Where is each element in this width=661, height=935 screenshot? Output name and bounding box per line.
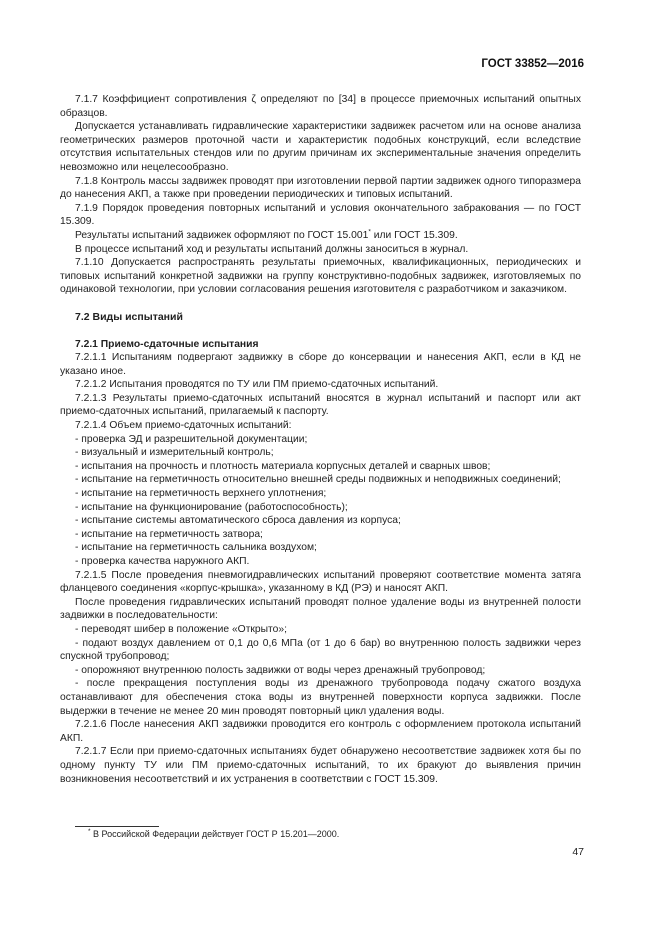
paragraph: 7.2.1.1 Испытаниям подвергают задвижку в сборе до консервации и нанесения АКП, если в КД не указано иное. — [60, 352, 581, 377]
document-body — [60, 93, 581, 786]
subsection-title: 7.2.1 Приемо-сдаточные испытания — [75, 338, 259, 350]
paragraph: 7.2.1.5 После проведения пневмогидравлических испытаний проверяют соответствие момента затяга фланцевого соединения «корпус-крышка», указанному в КД (РЭ) и наносят АКП. — [60, 569, 581, 595]
document-header-id: ГОСТ 33852—2016 — [481, 58, 584, 70]
footnote-divider — [75, 826, 159, 827]
list-item: - переводят шибер в положение «Открыто»; — [75, 623, 287, 635]
paragraph: 7.2.1.2 Испытания проводятся по ТУ или ПМ приемо-сдаточных испытаний. — [75, 379, 439, 391]
paragraph: 7.1.7 Коэффициент сопротивления ζ определяют по [34] в процессе приемочных испытаний опытных образцов. — [60, 94, 581, 119]
list-item: - опорожняют внутреннюю полость задвижки от воды через дренажный трубопровод; — [75, 664, 486, 676]
list-item: - испытание на герметичность относительно внешней среды подвижных и неподвижных соединений; — [75, 474, 561, 486]
footnote-marker: * — [88, 828, 91, 835]
paragraph: 7.2.1.4 Объем приемо-сдаточных испытаний: — [75, 420, 292, 432]
list-item: - проверка ЭД и разрешительной документации; — [75, 433, 308, 445]
paragraph: 7.2.1.7 Если при приемо-сдаточных испытаниях будет обнаружено несоответствие задвижек хотя бы по одному пункту ТУ или ПМ приемо-сдаточных испытаний, то их бракуют до выявления причин возникновения несоответствий и их устранения в соответствии с ГОСТ 15.309. — [60, 746, 581, 785]
list-item: - после прекращения поступления воды из дренажного трубопровода подачу сжатого воздуха останавливают для обеспечения стока воды из внутренней поверхности корпуса задвижки. После выдержки в течение не менее 20 мин проводят повторный цикл удаления воды. — [60, 678, 581, 717]
list-item: - испытание на герметичность сальника воздухом; — [75, 542, 317, 554]
section-title: 7.2 Виды испытаний — [75, 310, 183, 323]
list-item: - испытание системы автоматического сброса давления из корпуса; — [75, 515, 401, 527]
footnote — [88, 829, 339, 839]
list-item: - испытание на функционирование (работоспособность); — [75, 501, 348, 513]
paragraph-results — [60, 229, 581, 243]
paragraph: 7.1.9 Порядок проведения повторных испытаний и условия окончательного забракования — по ГОСТ 15.309. — [60, 202, 581, 228]
list-item: - испытания на прочность и плотность материала корпусных деталей и сварных швов; — [75, 460, 491, 472]
paragraph: Допускается устанавливать гидравлические характеристики задвижек расчетом или на основе анализа геометрических размеров проточной части и характеристик подобных конструкций, если вследствие отсутствия испытательных стендов или по другим причинам их экспериментальные значения определить невозможно или нецелесообразно. — [60, 121, 581, 173]
page-number: 47 — [572, 846, 584, 858]
paragraph: В процессе испытаний ход и результаты испытаний должны заноситься в журнал. — [75, 243, 469, 255]
paragraph: После проведения гидравлических испытаний проводят полное удаление воды из внутренней полости задвижки в последовательности: — [60, 596, 581, 622]
list-item: - подают воздух давлением от 0,1 до 0,6 МПа (от 1 до 6 бар) во внутреннюю полость задвижки через спускной трубопровод; — [60, 637, 581, 663]
paragraph: 7.2.1.3 Результаты приемо-сдаточных испытаний вносятся в журнал испытаний и паспорт или акт приемо-сдаточных испытаний, прилагаемый к паспорту. — [60, 392, 581, 418]
paragraph: 7.2.1.6 После нанесения АКП задвижки проводится его контроль с оформлением протокола испытаний АКП. — [60, 719, 581, 744]
list-item: - визуальный и измерительный контроль; — [75, 447, 274, 459]
list-item: - испытание на герметичность верхнего уплотнения; — [75, 488, 327, 500]
footnote-marker: * — [368, 228, 371, 236]
list-item: - проверка качества наружного АКП. — [75, 556, 250, 567]
footnote-text: В Российской Федерации действует ГОСТ Р 15.201—2000. — [90, 829, 340, 839]
paragraph: 7.1.10 Допускается распространять результаты приемочных, квалификационных, периодических и типовых испытаний конкретной задвижки на группу конструктивно-подобных задвижек, изготовляемых по одинаковой технологии, при условии согласования решения изготовителя с разработчиком и заказчиком. — [60, 257, 581, 296]
results-text-end: или ГОСТ 15.309. — [370, 229, 458, 241]
results-text: Результаты испытаний задвижек оформляют по ГОСТ 15.001 — [75, 229, 369, 241]
paragraph: 7.1.8 Контроль массы задвижек проводят при изготовлении первой партии задвижек одного типоразмера до нанесения АКП, а также при проведении периодических и типовых испытаний. — [60, 175, 581, 201]
list-item: - испытание на герметичность затвора; — [75, 528, 263, 540]
